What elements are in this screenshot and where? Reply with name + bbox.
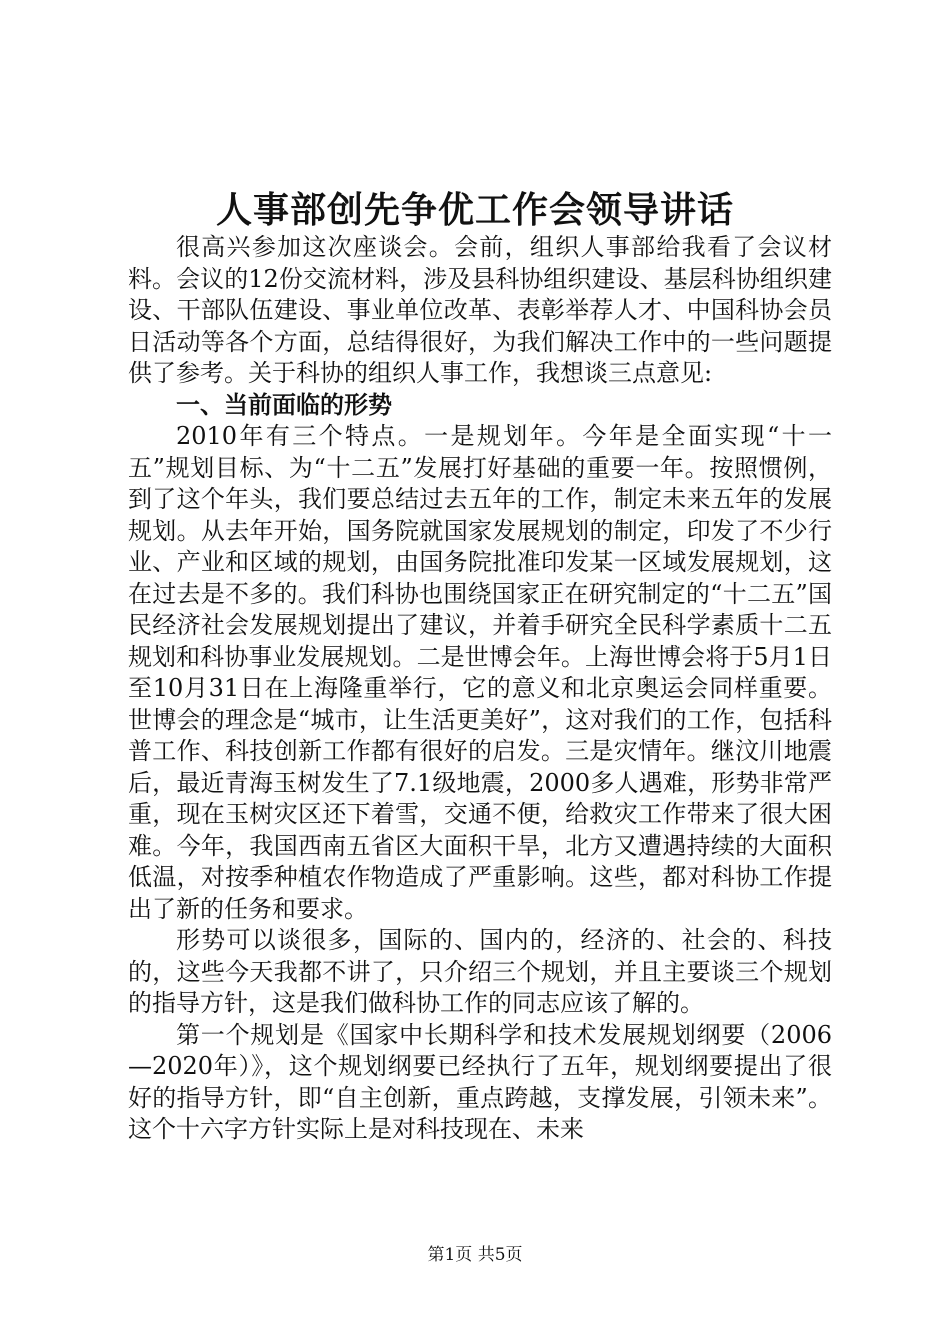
paragraph-three-plans: 形势可以谈很多，国际的、国内的，经济的、社会的、科技的，这些今天我都不讲了，只介绍三个规划，并且主要谈三个规划的指导方针，这是我们做科协工作的同志应该了解的。 [128, 926, 832, 1017]
section-heading: 一、当前面临的形势 [176, 390, 392, 419]
document-title: 人事部创先争优工作会领导讲话 [215, 189, 734, 231]
page-number: 第1页 共5页 [427, 1245, 523, 1265]
paragraph-situation: 2010年有三个特点。一是规划年。今年是全面实现“十一五”规划目标、为“十二五”发展打好基础的重要一年。按照惯例，到了这个年头，我们要总结过去五年的工作，制定未来五年的发展规划。从去年开始，国务院就国家发展规划的制定，印发了不少行业、产业和区域的规划，由国务院批准印发某一区域发展规划，这在过去是不多的。我们科协也围绕国家正在研究制定的“十二五”国民经济社会发展规划提出了建议，并着手研究全民科学素质十二五规划和科协事业发展规划。二是世博会年。上海世博会将于5月1日至10月31日在上海隆重举行，它的意义和北京奥运会同样重要。世博会的理念是“城市，让生活更美好”，这对我们的工作，包括科普工作、科技创新工作都有很好的启发。三是灾情年。继汶川地震后，最近青海玉树发生了7.1级地震，2000多人遇难，形势非常严重，现在玉树灾区还下着雪，交通不便，给救灾工作带来了很大困难。今年，我国西南五省区大面积干旱，北方又遭遇持续的大面积低温，对按季种植农作物造成了严重影响。这些，都对科协工作提出了新的任务和要求。 [128, 422, 832, 923]
document-body [128, 232, 832, 1146]
paragraph-intro: 很高兴参加这次座谈会。会前，组织人事部给我看了会议材料。会议的12份交流材料，涉及县科协组织建设、基层科协组织建设、干部队伍建设、事业单位改革、表彰举荐人才、中国科协会员日活动等各个方面，总结得很好，为我们解决工作中的一些问题提供了参考。关于科协的组织人事工作，我想谈三点意见: [128, 233, 832, 387]
paragraph-first-plan: 第一个规划是《国家中长期科学和技术发展规划纲要（2006—2020年）》，这个规划纲要已经执行了五年，规划纲要提出了很好的指导方针，即“自主创新，重点跨越，支撑发展，引领未来”。这个十六字方针实际上是对科技现在、未来 [128, 1020, 832, 1143]
